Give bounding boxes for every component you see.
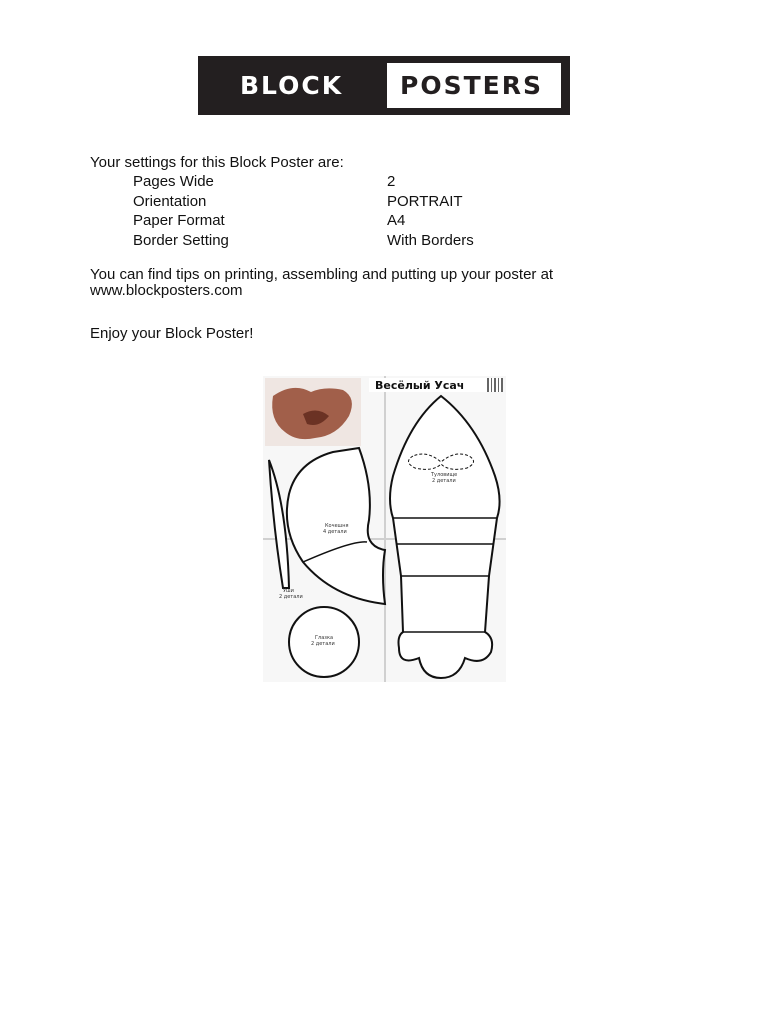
tips-line-1: You can find tips on printing, assembling and putting up your poster at xyxy=(90,266,554,283)
body-count-label: 2 детали xyxy=(432,478,456,484)
poster-preview xyxy=(263,376,506,682)
setting-label: Paper Format xyxy=(133,212,225,229)
logo-block-word: BLOCK xyxy=(240,71,344,100)
setting-value: PORTRAIT xyxy=(387,193,463,210)
setting-label: Orientation xyxy=(133,193,207,210)
preview-title: Весёлый Усач xyxy=(375,379,465,392)
logo-posters-word: POSTERS xyxy=(400,71,543,100)
ear-piece-left xyxy=(269,460,289,588)
setting-value: A4 xyxy=(387,212,406,229)
ears-label: Уши xyxy=(283,588,294,594)
collar-count-label: 4 детали xyxy=(323,529,347,535)
body-label: Туловище xyxy=(431,472,458,478)
closing-message: Enjoy your Block Poster! xyxy=(90,325,254,342)
ears-count-label: 2 детали xyxy=(279,594,303,600)
tips-url: www.blockposters.com xyxy=(90,282,243,299)
setting-value: 2 xyxy=(387,173,396,190)
eyes-label: Глазка xyxy=(315,635,334,641)
settings-intro: Your settings for this Block Poster are: xyxy=(90,154,344,171)
eyes-count-label: 2 детали xyxy=(311,641,335,647)
collar-label: Кочешня xyxy=(325,523,349,529)
setting-value: With Borders xyxy=(387,232,474,249)
poster-preview-drawing xyxy=(263,376,506,682)
setting-label: Border Setting xyxy=(133,232,229,249)
body-piece xyxy=(390,396,500,678)
logo-posters-box xyxy=(387,63,561,108)
setting-label: Pages Wide xyxy=(133,173,214,190)
block-posters-logo xyxy=(198,56,570,115)
